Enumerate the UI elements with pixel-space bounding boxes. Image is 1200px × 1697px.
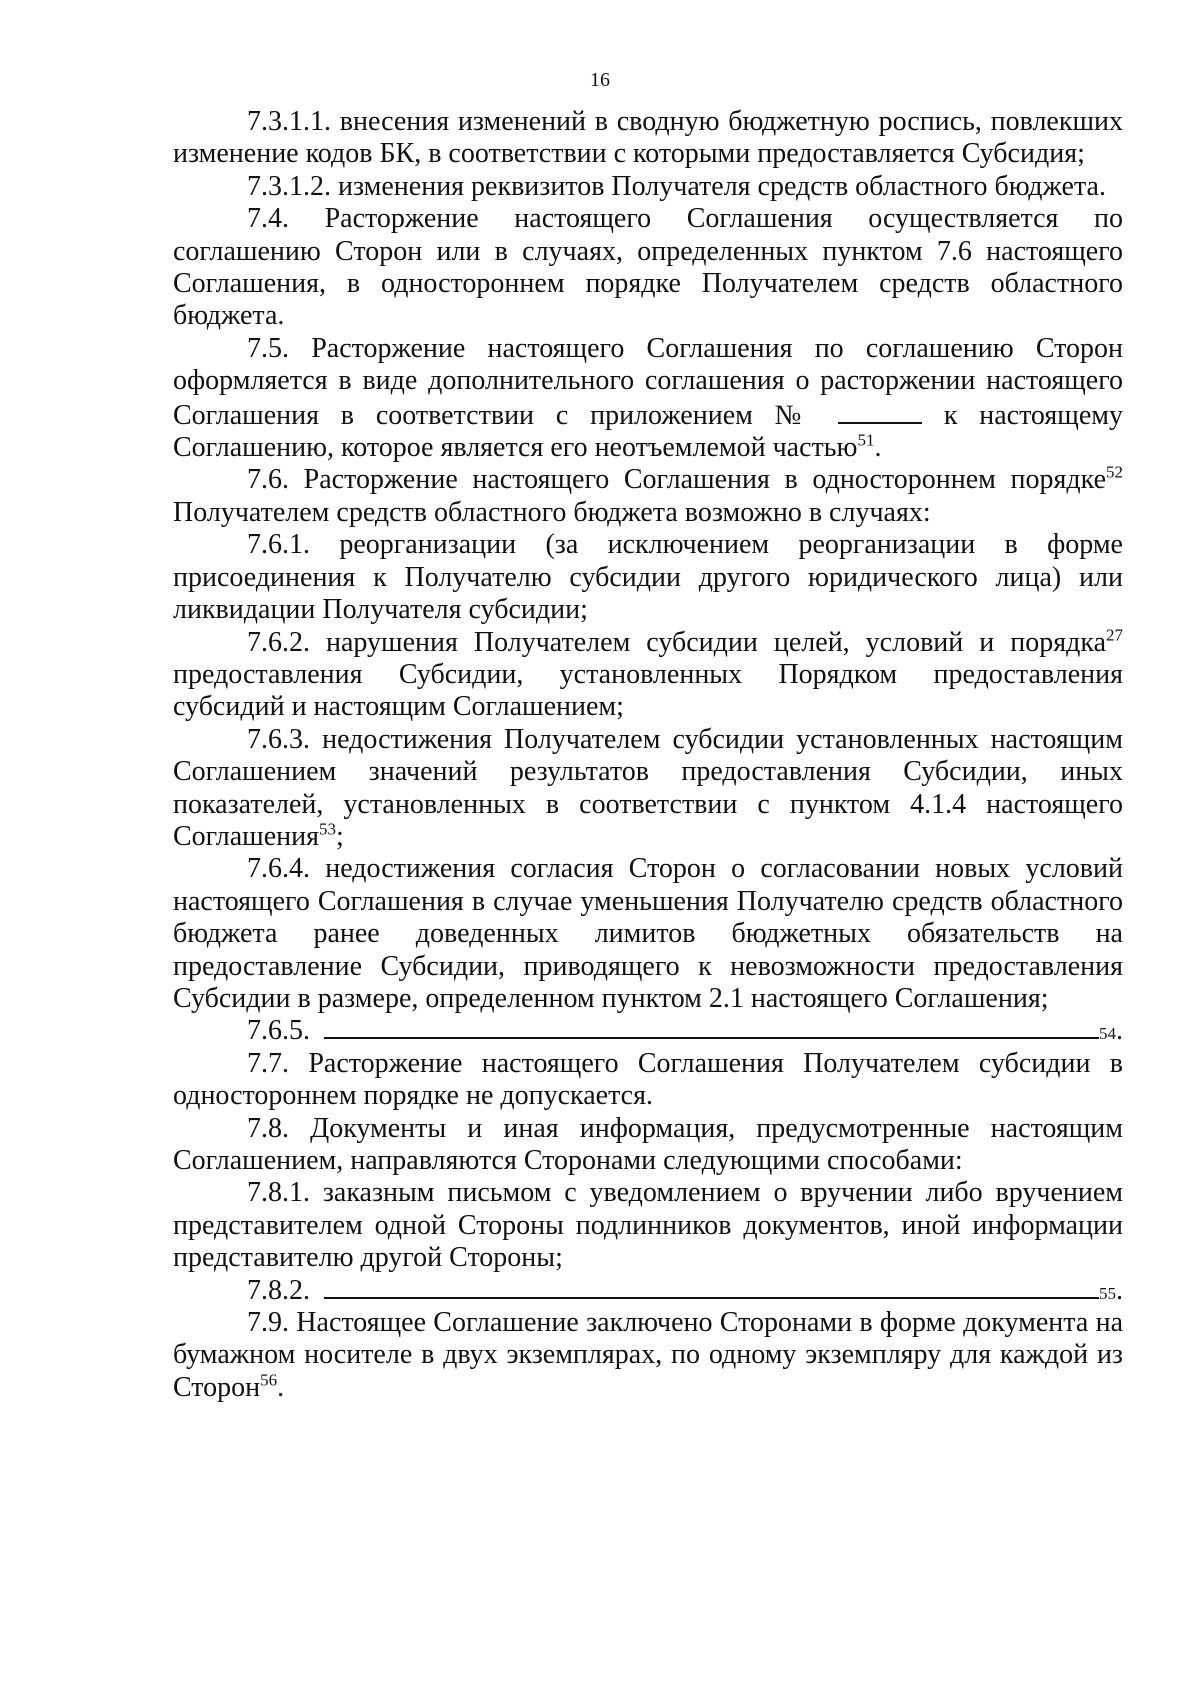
fill-in-blank-line: [324, 1275, 1099, 1299]
clause-7-4: 7.4. Расторжение настоящего Соглашения осуществляется по соглашению Сторон или в случаях, определенных пунктом 7.6 настоящего Соглашения, в одностороннем порядке Получателем средств областного бюджета.: [173, 203, 1123, 332]
clause-7-8-1: 7.8.1. заказным письмом с уведомлением о вручении либо вручением представителем одной Стороны подлинников документов, иной информации представителю другой Стороны;: [173, 1177, 1123, 1274]
clause-7-6-3: [173, 724, 1123, 854]
clause-label: 7.6.5.: [247, 1015, 310, 1047]
footnote-ref: 56: [260, 1370, 278, 1390]
clause-7-3-1-2: 7.3.1.2. изменения реквизитов Получателя средств областного бюджета.: [247, 170, 1106, 202]
document-body: [173, 106, 1123, 1404]
clause-end: .: [277, 1371, 285, 1403]
clause-7-9-text: 7.9. Настоящее Соглашение заключено Сторонами в форме документа на бумажном носителе в двух экземплярах, по одному экземпляру для каждой из Сторон: [173, 1307, 1123, 1403]
clause-7-6-text: 7.6. Расторжение настоящего Соглашения в одностороннем порядке: [247, 464, 1106, 496]
clause-7-9: [173, 1307, 1123, 1404]
clause-7-7: 7.7. Расторжение настоящего Соглашения Получателем субсидии в одностороннем порядке не допускается.: [173, 1047, 1123, 1112]
footnote-ref: 52: [1106, 463, 1123, 483]
clause-7-8: 7.8. Документы и иная информация, предусмотренные настоящим Соглашением, направляются Сторонами следующими способами:: [173, 1112, 1123, 1176]
clause-7-6-2: [173, 627, 1123, 724]
clause-7-6-4: 7.6.4. недостижения согласия Сторон о согласовании новых условий настоящего Соглашения в случае уменьшения Получателю средств областного бюджета ранее доведенных лимитов бюджетных обязательств на предоставление Субсидии, приводящего к невозможности предоставления Субсидии в размере, определенном пунктом 2.1 настоящего Соглашения;: [173, 853, 1123, 1014]
clause-end: .: [1116, 1015, 1123, 1047]
clause-7-8-2: 7.8.2. 55 .: [247, 1274, 1123, 1306]
clause-7-5-text-cont: к настоящему Соглашению, которое является его неотъемлемой частью: [173, 399, 1123, 464]
footnote-ref: 27: [1106, 625, 1123, 645]
clause-7-5-text: 7.5. Расторжение настоящего Соглашения по соглашению Сторон оформляется в виде дополнительного соглашения о расторжении настоящего Соглашения в соответствии с приложением №: [173, 332, 1123, 431]
clause-7-6-text-cont: Получателем средств областного бюджета возможно в случаях:: [173, 496, 931, 528]
clause-end: .: [874, 432, 882, 464]
appendix-number-blank: [838, 398, 922, 424]
footnote-ref: 51: [857, 430, 875, 450]
clause-end: .: [1116, 1274, 1123, 1306]
clause-7-6-2-text-cont: предоставления Субсидии, установленных Порядком предоставления субсидий и настоящим Соглашением;: [173, 658, 1123, 723]
clause-7-3-1-1: 7.3.1.1. внесения изменений в сводную бюджетную роспись, повлекших изменение кодов БК, в соответствии с которыми предоставляется Субсидия;: [173, 106, 1123, 170]
clause-label: 7.8.2.: [247, 1274, 310, 1306]
clause-7-6-1: 7.6.1. реорганизации (за исключением реорганизации в форме присоединения к Получателю субсидии другого юридического лица) или ликвидации Получателя субсидии;: [173, 529, 1123, 626]
clause-7-6-2-text: 7.6.2. нарушения Получателем субсидии целей, условий и порядка: [247, 626, 1106, 658]
page-number: 16: [590, 69, 610, 91]
clause-end: ;: [335, 820, 344, 852]
footnote-ref: 53: [318, 819, 336, 839]
clause-7-6-3-text: 7.6.3. недостижения Получателем субсидии установленных настоящим Соглашением значений результатов предоставления Субсидии, иных показателей, установленных в соответствии с пунктом 4.1.4 настоящего Соглашения: [173, 723, 1123, 852]
clause-7-5: [173, 333, 1123, 465]
clause-7-6: [173, 464, 1123, 529]
fill-in-blank-line: [324, 1015, 1099, 1039]
clause-7-6-5: 7.6.5. 54 .: [247, 1015, 1123, 1047]
